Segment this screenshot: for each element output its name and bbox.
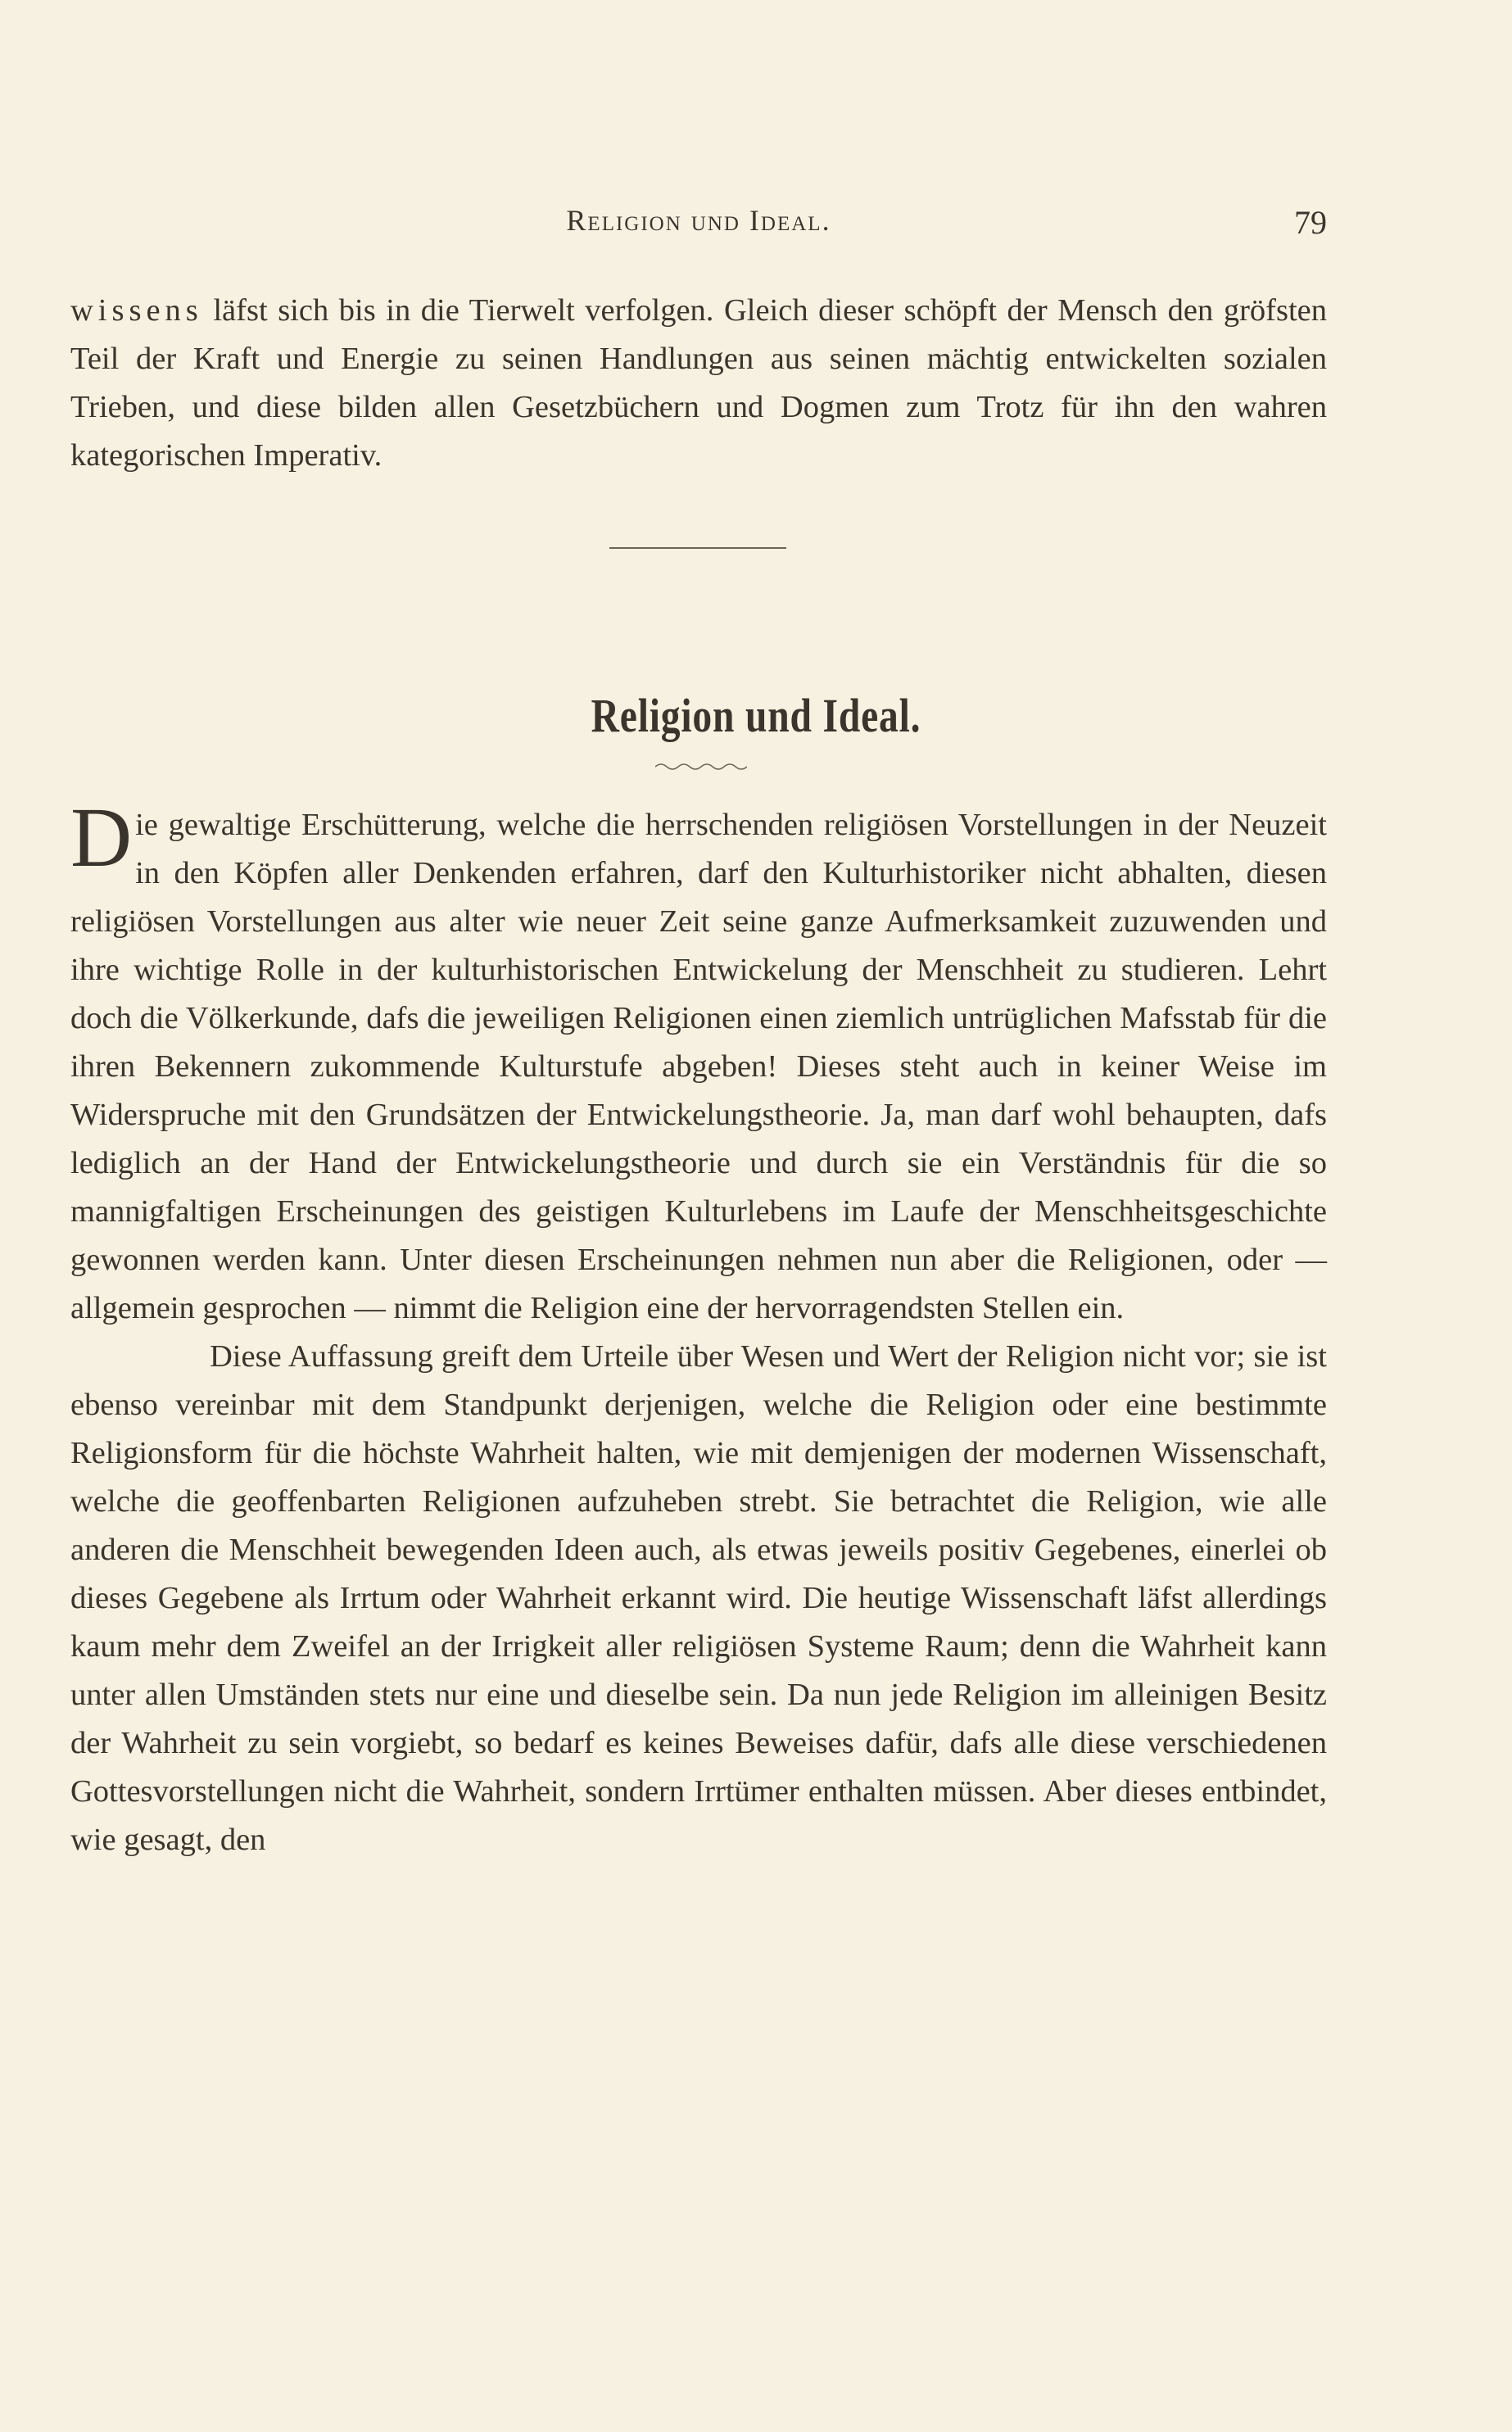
- paragraph-1-text: ie gewaltige Erschütterung, welche die herrschenden religiösen Vorstellungen in der Neuzeit in den Köpfen aller Denkenden erfahren, darf den Kulturhistoriker nicht abhalten, diesen religiösen Vorstellungen aus alter wie neuer Zeit seine ganze Aufmerksamkeit zuzuwenden und ihre wichtige Rolle in der kulturhistorischen Entwickelung der Menschheit zu studieren. Lehrt doch die Völkerkunde, dafs die jeweiligen Religionen einen ziemlich untrüglichen Mafsstab für die ihren Bekennern zukommende Kulturstufe abgeben! Dieses steht auch in keiner Weise im Widerspruche mit den Grundsätzen der Entwickelungstheorie. Ja, man darf wohl behaupten, dafs lediglich an der Hand der Entwickelungstheorie und durch sie ein Verständnis für die so mannigfaltigen Erscheinungen des geistigen Kulturlebens im Laufe der Menschheitsgeschichte gewonnen werden kann. Unter diesen Erscheinungen nehmen nun aber die Religionen, oder — allgemein gesprochen — nimmt die Religion eine der hervorragendsten Stellen ein.: [70, 808, 1327, 1325]
- intro-text: läfst sich bis in die Tierwelt verfolgen. Gleich dieser schöpft der Mensch den gröfsten Teil der Kraft und Energie zu seinen Handlungen aus seinen mächtig entwickelten sozialen Trieben, und diese bilden allen Gesetzbüchern und Dogmen zum Trotz für ihn den wahren kategorischen Imperativ.: [70, 293, 1327, 473]
- drop-cap: D: [70, 790, 133, 885]
- intro-lead-word: wissens: [70, 293, 203, 328]
- page-number: 79: [1294, 204, 1327, 241]
- running-title: Religion und Ideal.: [566, 204, 831, 237]
- section-divider: [609, 547, 786, 549]
- body-text: [70, 790, 1327, 1864]
- paragraph-1: [70, 790, 1327, 1333]
- section-heading: Religion und Ideal.: [591, 689, 921, 742]
- intro-paragraph: [70, 287, 1327, 480]
- running-head: [70, 203, 1327, 252]
- wave-ornament-icon: [655, 762, 747, 772]
- paragraph-2: Diese Auffassung greift dem Urteile über Wesen und Wert der Religion nicht vor; sie ist ebenso vereinbar mit dem Standpunkt derjenigen, welche die Religion oder eine bestimmte Religionsform für die höchste Wahrheit halten, wie mit demjenigen der modernen Wissenschaft, welche die geoffenbarten Religionen aufzuheben strebt. Sie betrachtet die Religion, wie alle anderen die Menschheit bewegenden Ideen auch, als etwas jeweils positiv Gegebenes, einerlei ob dieses Gegebene als Irrtum oder Wahrheit erkannt wird. Die heutige Wissenschaft läfst allerdings kaum mehr dem Zweifel an der Irrigkeit aller religiösen Systeme Raum; denn die Wahrheit kann unter allen Umständen stets nur eine und dieselbe sein. Da nun jede Religion im alleinigen Besitz der Wahrheit zu sein vorgiebt, so bedarf es keines Beweises dafür, dafs alle diese verschiedenen Gottesvorstellungen nicht die Wahrheit, sondern Irrtümer enthalten müssen. Aber dieses entbindet, wie gesagt, den: [70, 1339, 1327, 1857]
